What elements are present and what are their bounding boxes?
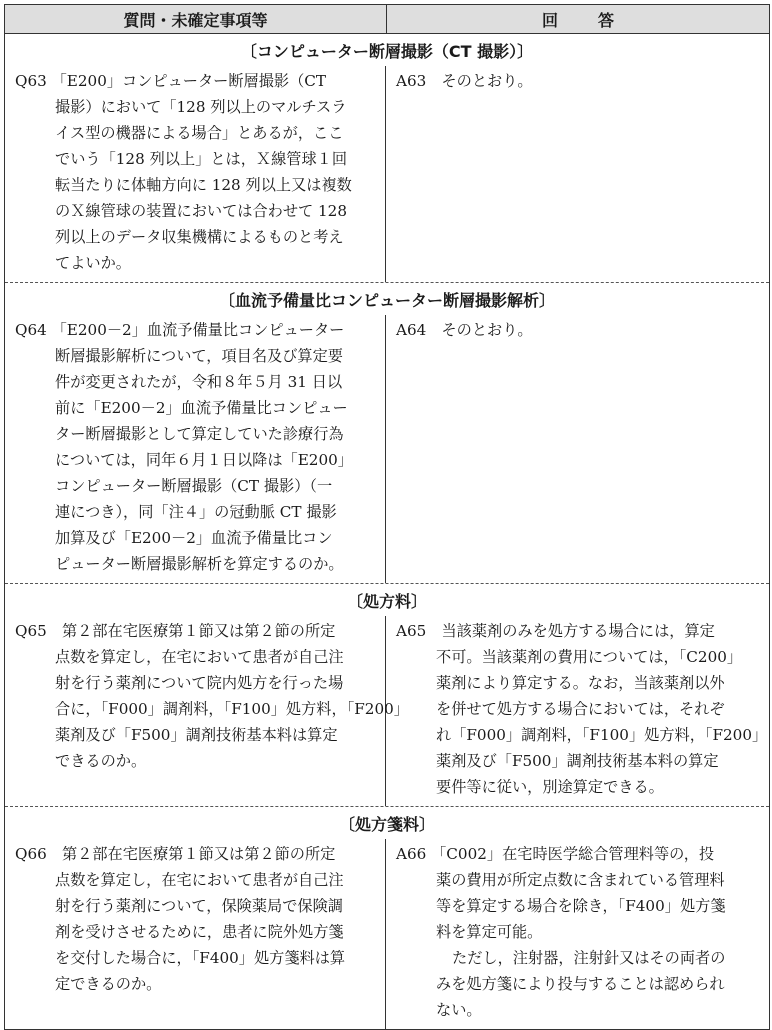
question-line: 合に，「F000」調剤料，「F100」処方料，「F200」 (55, 700, 409, 718)
question-line: 射を行う薬剤について，保険薬局で保険調 (55, 897, 343, 915)
section-title: 〔コンピューター断層撮影（CT 撮影）〕 (240, 41, 534, 61)
answer-cell (386, 616, 772, 806)
header-question: 質問・未確定事項等 (5, 5, 387, 33)
question-line: 件が変更されたが，令和８年５月 31 日以 (55, 373, 343, 391)
question-cell (5, 66, 386, 282)
answer-cell (386, 315, 769, 583)
answer-cell (386, 839, 769, 1029)
answer-line: 不可。当該薬剤の費用については，「C200」 (436, 648, 743, 666)
qa-row (5, 839, 769, 1030)
question-line: ター断層撮影として算定していた診療行為 (55, 425, 344, 443)
answer-line: A66 「C002」在宅時医学総合管理料等の，投 (396, 845, 715, 863)
answer-line: ただし，注射器，注射針又はその両者の (452, 949, 726, 967)
question-line: 連につき），同「注４」の冠動脈 CT 撮影 (55, 503, 337, 521)
question-line: Q64 「E200－2」血流予備量比コンピューター (15, 321, 345, 339)
question-line: 前に「E200－2」血流予備量比コンピュー (55, 399, 348, 417)
question-line: でいう「128 列以上」とは，Ｘ線管球１回 (55, 150, 348, 168)
question-line: 剤を受けさせるために，患者に院外処方箋 (55, 923, 344, 941)
answer-line: 薬の費用が所定点数に含まれている管理料 (436, 871, 725, 889)
answer-line: 薬剤により算定する。なお，当該薬剤以外 (436, 674, 725, 692)
question-line: Q63 「E200」コンピューター断層撮影（CT (15, 72, 327, 90)
question-line: コンピューター断層撮影（CT 撮影）（一 (55, 477, 333, 495)
question-line: イス型の機器による場合」とあるが，ここ (55, 124, 344, 142)
qa-table (4, 4, 770, 1030)
answer-cell (386, 66, 769, 282)
answer-line: 要件等に従い，別途算定できる。 (436, 778, 664, 796)
answer-line: A65 当該薬剤のみを処方する場合には，算定 (396, 622, 715, 640)
answer-line: 薬剤及び「F500」調剤技術基本料の算定 (436, 752, 719, 770)
answer-line: れ「F000」調剤料，「F100」処方料，「F200」 (436, 726, 768, 744)
section-title: 〔処方料〕 (346, 591, 427, 611)
question-cell (5, 839, 386, 1029)
answer-line: 等を算定する場合を除き，「F400」処方箋 (436, 897, 726, 915)
table-header (5, 4, 769, 34)
question-line: 撮影）において「128 列以上のマルチスラ (55, 98, 347, 116)
answer-line: を併せて処方する場合においては，それぞ (436, 700, 725, 718)
question-line: ピューター断層撮影解析を算定するのか。 (55, 555, 344, 573)
question-line: 点数を算定し，在宅において患者が自己注 (55, 648, 344, 666)
answer-line: A64 そのとおり。 (396, 321, 533, 339)
question-cell (5, 315, 386, 583)
qa-row (5, 315, 769, 584)
question-line: できるのか。 (55, 752, 147, 770)
header-answer: 回答 (541, 10, 654, 30)
question-line: 射を行う薬剤について院内処方を行った場 (55, 674, 344, 692)
answer-line: 料を算定可能。 (436, 923, 543, 941)
qa-row (5, 66, 769, 283)
answer-line: ない。 (436, 1001, 482, 1019)
question-line: 転当たりに体軸方向に 128 列以上又は複数 (55, 176, 352, 194)
question-line: については，同年６月１日以降は「E200」 (55, 451, 353, 469)
answer-line: みを処方箋により投与することは認められ (436, 975, 725, 993)
section-title: 〔処方箋料〕 (338, 814, 435, 834)
question-cell (5, 616, 409, 806)
question-line: 列以上のデータ収集機構によるものと考え (55, 228, 344, 246)
question-line: Q65 第２部在宅医療第１節又は第２節の所定 (15, 622, 336, 640)
question-line: 点数を算定し，在宅において患者が自己注 (55, 871, 344, 889)
section-title: 〔血流予備量比コンピューター断層撮影解析〕 (218, 290, 555, 310)
answer-line: A63 そのとおり。 (396, 72, 533, 90)
question-line: を交付した場合に，「F400」処方箋料は算 (55, 949, 346, 967)
qa-row (5, 616, 769, 807)
question-line: 薬剤及び「F500」調剤技術基本料は算定 (55, 726, 338, 744)
question-line: 断層撮影解析について，項目名及び算定要 (55, 347, 343, 365)
question-line: 定できるのか。 (55, 975, 162, 993)
question-line: てよいか。 (55, 254, 131, 272)
question-line: のＸ線管球の装置においては合わせて 128 (55, 202, 348, 220)
question-line: Q66 第２部在宅医療第１節又は第２節の所定 (15, 845, 336, 863)
table-body (5, 34, 769, 1030)
question-line: 加算及び「E200－2」血流予備量比コン (55, 529, 333, 547)
